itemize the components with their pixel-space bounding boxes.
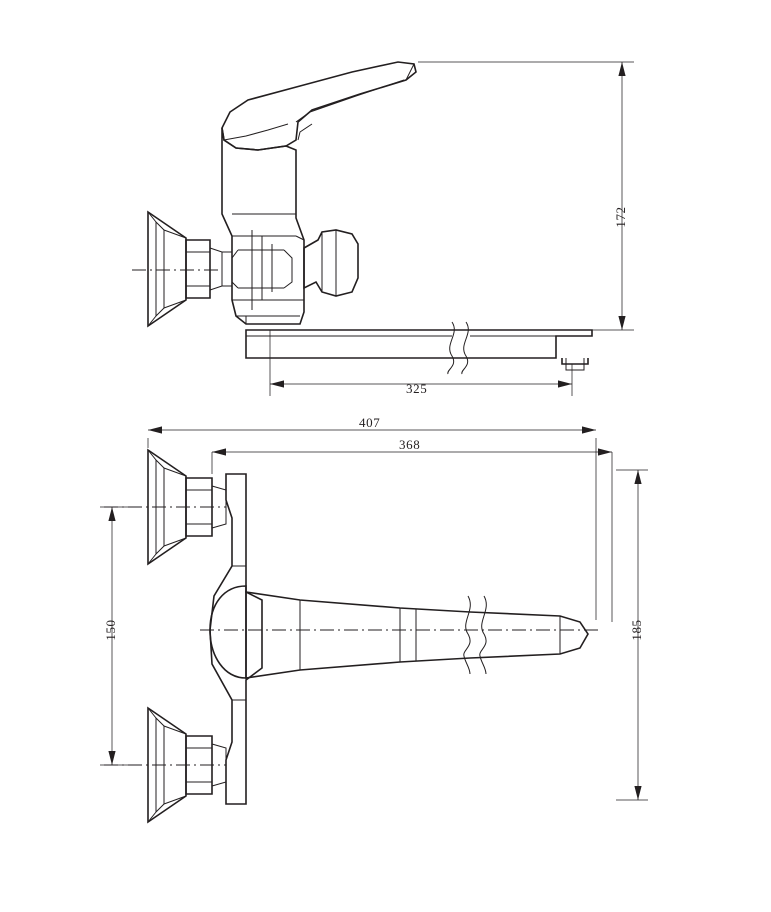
cartridge-dome xyxy=(210,586,246,678)
mixer-body xyxy=(222,128,304,324)
lever-handle xyxy=(222,62,416,150)
dim-label-368: 368 xyxy=(399,437,421,452)
dim-label-325: 325 xyxy=(406,381,428,396)
spout-front xyxy=(200,592,600,678)
inlet-nut-side xyxy=(186,240,232,298)
wall-escutcheon-side xyxy=(148,212,186,326)
diverter-knob xyxy=(304,230,358,296)
dim-label-407: 407 xyxy=(359,415,381,430)
dim-172 xyxy=(418,62,634,330)
dim-label-150: 150 xyxy=(103,619,118,641)
dim-label-172: 172 xyxy=(613,206,628,228)
view-front-elevation xyxy=(100,426,648,822)
spout-side xyxy=(246,322,592,374)
view-side-elevation xyxy=(132,62,634,396)
dim-407 xyxy=(148,426,596,620)
mixer-body-front xyxy=(210,474,262,804)
dim-label-185: 185 xyxy=(629,619,644,641)
